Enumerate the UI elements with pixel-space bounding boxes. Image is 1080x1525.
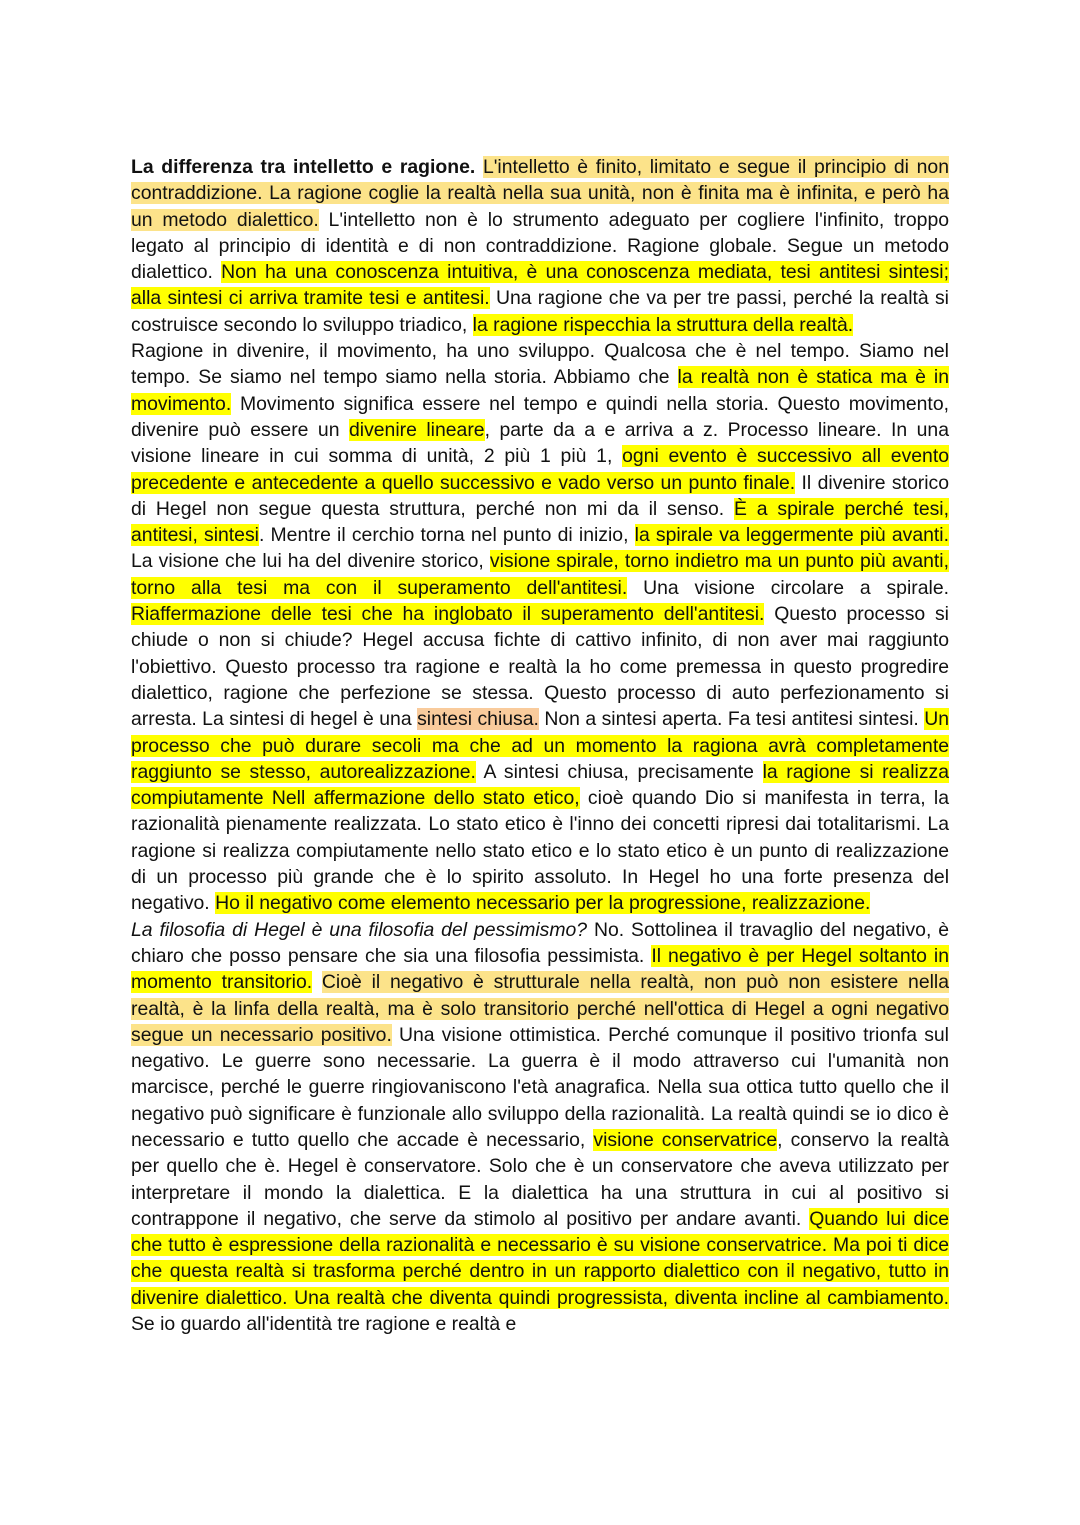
highlighted-text: sintesi chiusa. [417, 708, 539, 731]
highlighted-text: la realtà non è statica ma è in movimento. [131, 366, 949, 415]
body-text: , parte da a e arriva a z. Processo lineare. In una visione lineare in cui somma di unità, 2 più 1 più 1, [131, 418, 949, 468]
highlighted-text: la ragione si realizza compiutamente Nell affermazione dello stato etico, [131, 760, 949, 810]
body-text: Movimento significa essere nel tempo e quindi nella storia. Questo movimento, divenire può essere un [131, 392, 949, 441]
highlighted-text: L'intelletto è finito, limitato e segue il principio di non contraddizione. La ragione coglie la realtà nella sua unità, non è finita ma è infinita, e però ha un metodo dialettico. [131, 156, 949, 231]
body-text: No. Sottolinea il travaglio del negativo, è chiaro che posso pensare che sia una filosofia pessimista. [131, 918, 949, 967]
document-body [131, 154, 949, 1337]
highlighted-text: Cioè il negativo è strutturale nella realtà, non può non esistere nella realtà, è la linfa della realtà, ma è solo transitorio perché nell'ottica di Hegel a ogni negativo segue un necessario positivo. [131, 971, 950, 1046]
body-text: A sintesi chiusa, precisamente [475, 760, 763, 783]
highlighted-text: Non ha una conoscenza intuitiva, è una conoscenza mediata, tesi antitesi sintesi; alla sintesi ci arriva tramite tesi e antitesi. [131, 261, 949, 310]
paragraph [131, 154, 949, 338]
highlighted-text: visione spirale, torno indietro ma un punto più avanti, torno alla tesi ma con il superamento dell'antitesi. [131, 550, 949, 599]
body-text: Il divenire storico di Hegel non segue questa struttura, perché non mi da il senso. [131, 471, 949, 520]
body-text: Una ragione che va per tre passi, perché la realtà si costruisce secondo lo sviluppo triadico, [131, 287, 949, 336]
highlighted-text: Ho il negativo come elemento necessario per la progressione, realizzazione. [215, 892, 871, 915]
paragraph [131, 917, 949, 1338]
body-text [312, 971, 322, 993]
highlighted-text: ogni evento è successivo all evento precedente e antecedente a quello successivo e vado verso un punto finale. [131, 445, 949, 494]
body-text: Se io guardo all'identità tre ragione e realtà e [131, 1313, 517, 1336]
body-text: Questo processo si chiude o non si chiude? Hegel accusa fichte di cattivo infinito, di non aver mai raggiunto l'obiettivo. Questo processo tra ragione e realtà la ho come premessa in questo progredire dialettico, ragione che perfezione se stessa. Questo processo di auto perfezionamento si arresta. La sintesi di hegel è una [131, 603, 949, 731]
body-text: , conservo la realtà per quello che è. Hegel è conservatore. Solo che è un conservatore che aveva utilizzato per interpretare il mondo la dialettica. E la dialettica ha una struttura in cui al positivo si contrappone il negativo, che serve da stimolo al positivo per andare avanti. [131, 1128, 950, 1230]
body-text: L'intelletto non è lo strumento adeguato per cogliere l'infinito, troppo legato al principio di identità e di non contraddizione. Ragione globale. Segue un metodo dialettico. [131, 208, 950, 284]
body-text: Una visione ottimistica. Perché comunque il positivo trionfa sul negativo. Le guerre sono necessarie. La guerra è il modo attraverso cui l'umanità non marcisce, perché le guerre ringiovaniscono l'età anagrafica. Nella sua ottica tutto quello che il negativo può significare è funzionale allo sviluppo della razionalità. La realtà quindi se io dico è necessario e tutto quello che accade è necessario, [131, 1023, 949, 1151]
body-text: Ragione in divenire, il movimento, ha uno sviluppo. Qualcosa che è nel tempo. Siamo nel tempo. Se siamo nel tempo siamo nella storia. Abbiamo che [131, 340, 949, 389]
highlighted-text: È a spirale perché tesi, antitesi, sintesi [131, 497, 949, 547]
highlighted-text: visione conservatrice [593, 1128, 778, 1151]
body-text: La visione che lui ha del divenire storico, [131, 550, 490, 573]
body-text: . Mentre il cerchio torna nel punto di inizio, [258, 524, 635, 547]
highlighted-text: la spirale va leggermente più avanti. [634, 524, 949, 547]
question-heading: La filosofia di Hegel è una filosofia del pessimismo? [131, 918, 588, 941]
highlighted-text: divenire lineare [348, 418, 485, 441]
paragraph [131, 338, 949, 917]
body-text: Non a sintesi aperta. Fa tesi antitesi sintesi. [538, 708, 925, 731]
highlighted-text: la ragione rispecchia la struttura della realtà. [472, 313, 854, 336]
highlighted-text: Il negativo è per Hegel soltanto in momento transitorio. [131, 944, 950, 994]
highlighted-text: Un processo che può durare secoli ma che ad un momento la ragiona avrà completamente raggiunto se stesso, autorealizzazione. [131, 708, 950, 783]
section-heading: La differenza tra intelletto e ragione. [131, 156, 476, 178]
body-text [475, 156, 483, 178]
highlighted-text: Quando lui dice che tutto è espressione della razionalità e necessario è su visione conservatrice. Ma poi ti dice che questa realtà si trasforma perché dentro in un rapporto dialettico con il negativo, tutto in divenire dialettico. Una realtà che diventa quindi progressista, diventa incline al cambiamento. [131, 1207, 949, 1309]
body-text: Una visione circolare a spirale. [627, 576, 949, 599]
body-text: cioè quando Dio si manifesta in terra, la razionalità pienamente realizzata. Lo stato etico è l'inno dei concetti ripresi dai totalitarismi. La ragione si realizza compiutamente nello stato etico e lo stato etico è un punto di realizzazione di un processo più grande che è lo spirito assoluto. In Hegel ho una forte presenza del negativo. [131, 787, 949, 915]
highlighted-text: Riaffermazione delle tesi che ha inglobato il superamento dell'antitesi. [131, 603, 765, 626]
